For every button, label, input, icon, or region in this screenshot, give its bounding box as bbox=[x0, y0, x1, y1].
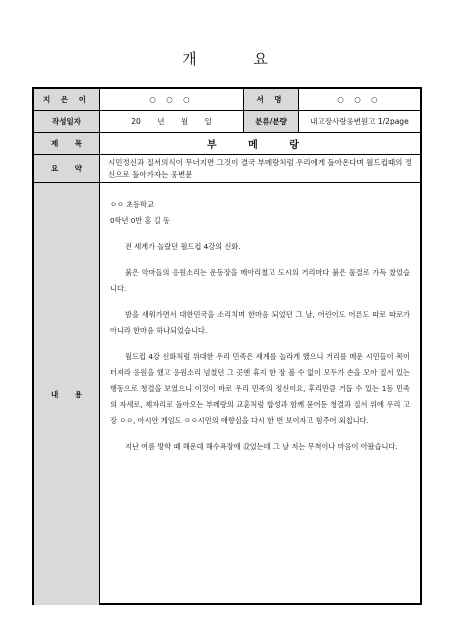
signature-value: ○ ○ ○ bbox=[337, 95, 382, 104]
summary-label: 요 약 bbox=[34, 155, 100, 182]
author-row bbox=[34, 89, 420, 111]
class-label: 분류/분량 bbox=[243, 111, 299, 132]
summary-value: 시민정신과 질서의식이 무너지면 그것이 결국 부메랑처럼 우리에게 돌아온다며 월드컵때의 정신으로 돌아가자는 웅변문 bbox=[108, 158, 413, 179]
student-line: 0학년 0반 홍 길 동 bbox=[110, 216, 170, 225]
body-label: 내 용 bbox=[34, 183, 100, 605]
author-value: ○ ○ ○ bbox=[149, 95, 194, 104]
date-label: 작성일자 bbox=[34, 111, 100, 132]
date-row bbox=[34, 111, 420, 133]
class-value: 내고장사랑웅변원고 1/2page bbox=[310, 117, 409, 126]
subject-label: 제 목 bbox=[34, 133, 100, 154]
outline-table bbox=[32, 87, 422, 605]
signature-label: 서 명 bbox=[243, 89, 299, 110]
body-row bbox=[34, 183, 420, 605]
paragraph: 붉은 악마들의 응원소리는 운동장을 메아리쳤고 도시의 거리마다 붉은 물결로 가득 찼었습니다. bbox=[110, 268, 410, 293]
paragraph: 지난 여름 방학 때 해운대 해수욕장에 갔었는데 그 날 저는 무척이나 마음이 아팠습니다. bbox=[125, 442, 398, 451]
subject-row bbox=[34, 133, 420, 155]
school-line: ㅇㅇ 초등학교 bbox=[110, 200, 154, 209]
body-content bbox=[100, 183, 420, 605]
subject-value: 부 메 랑 bbox=[207, 140, 313, 151]
date-value: 20 년 월 일 bbox=[131, 117, 212, 126]
paragraph: 밤을 새워가면서 대한민국을 소리치며 한마음 되었던 그 날, 어린이도 어른도 따로 따로가 아니라 한마음 하나되었습니다. bbox=[110, 310, 410, 335]
document-title: 개 요 bbox=[182, 50, 294, 68]
summary-row bbox=[34, 155, 420, 183]
author-label: 지 은 이 bbox=[34, 89, 100, 110]
paragraph: 전 세계가 놀랐던 월드컵 4강의 신화. bbox=[125, 242, 241, 251]
paragraph: 월드컵 4강 신화처럼 위대한 우리 민족은 세계를 놀라게 했으니 거리를 메운 시민들이 목이 터져라 응원을 했고 응원소리 넘쳤던 그 곳엔 휴지 한 장 볼 수 없이 모두가 손을 모아 질서 있는 행동으로 청결을 보였으니 이것이 바로 우리 민족의 정신이요, 후리만큼 거듭 수 있는 1등 민족의 자세로, 제자리로 돌아오는 부메랑의 교훈처럼 합성과 함께 묻어둔 청결과 질서 위에 우리 고장 ㅇㅇ, 아시안 게임도 ㅇㅇ시민의 애향심을 다시 한 번 보이자고 힘주어 외칩니다. bbox=[110, 352, 410, 425]
